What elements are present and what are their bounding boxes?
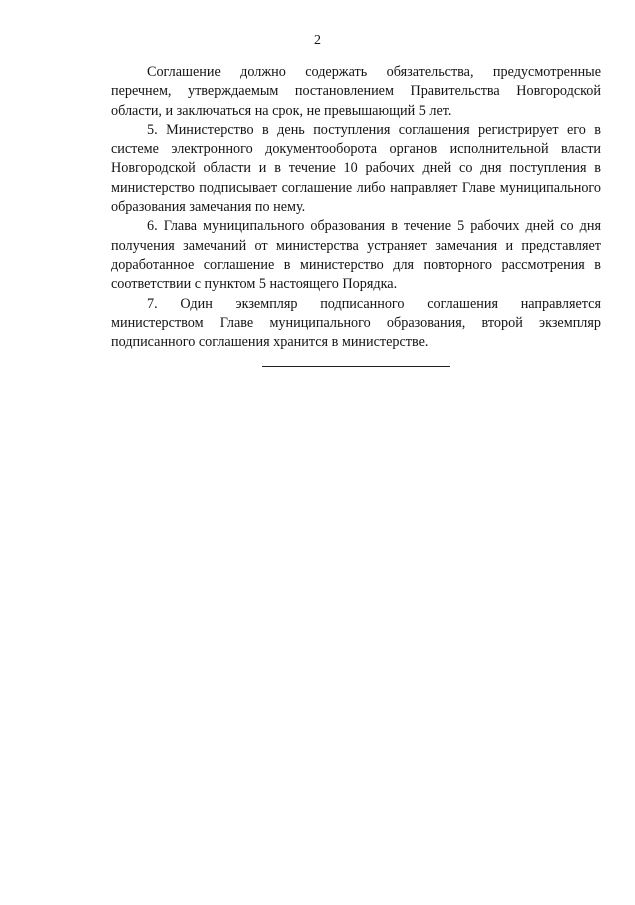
paragraph-item-5: 5. Министерство в день поступления соглашения регистрирует его в системе электронного документооборота органов исполнительной власти Новгородской области и в течение 10 рабочих дней со дня поступления в министерство подписывает соглашение либо направляет Главе муниципального образования замечания по нему. [111, 121, 601, 216]
document-body [111, 63, 601, 352]
paragraph-agreement-terms: Соглашение должно содержать обязательства, предусмотренные перечнем, утверждаемым постановлением Правительства Новгородской области, и заключаться на срок, не превышающий 5 лет. [111, 64, 601, 119]
page-number: 2 [314, 33, 321, 48]
paragraph-item-7: 7. Один экземпляр подписанного соглашения направляется министерством Главе муниципального образования, второй экземпляр подписанного соглашения хранится в министерстве. [111, 295, 601, 351]
paragraph-item-6: 6. Глава муниципального образования в течение 5 рабочих дней со дня получения замечаний от министерства устраняет замечания и представляет доработанное соглашение в министерство для повторного рассмотрения в соответствии с пунктом 5 настоящего Порядка. [111, 218, 601, 293]
end-divider-line [262, 366, 450, 367]
